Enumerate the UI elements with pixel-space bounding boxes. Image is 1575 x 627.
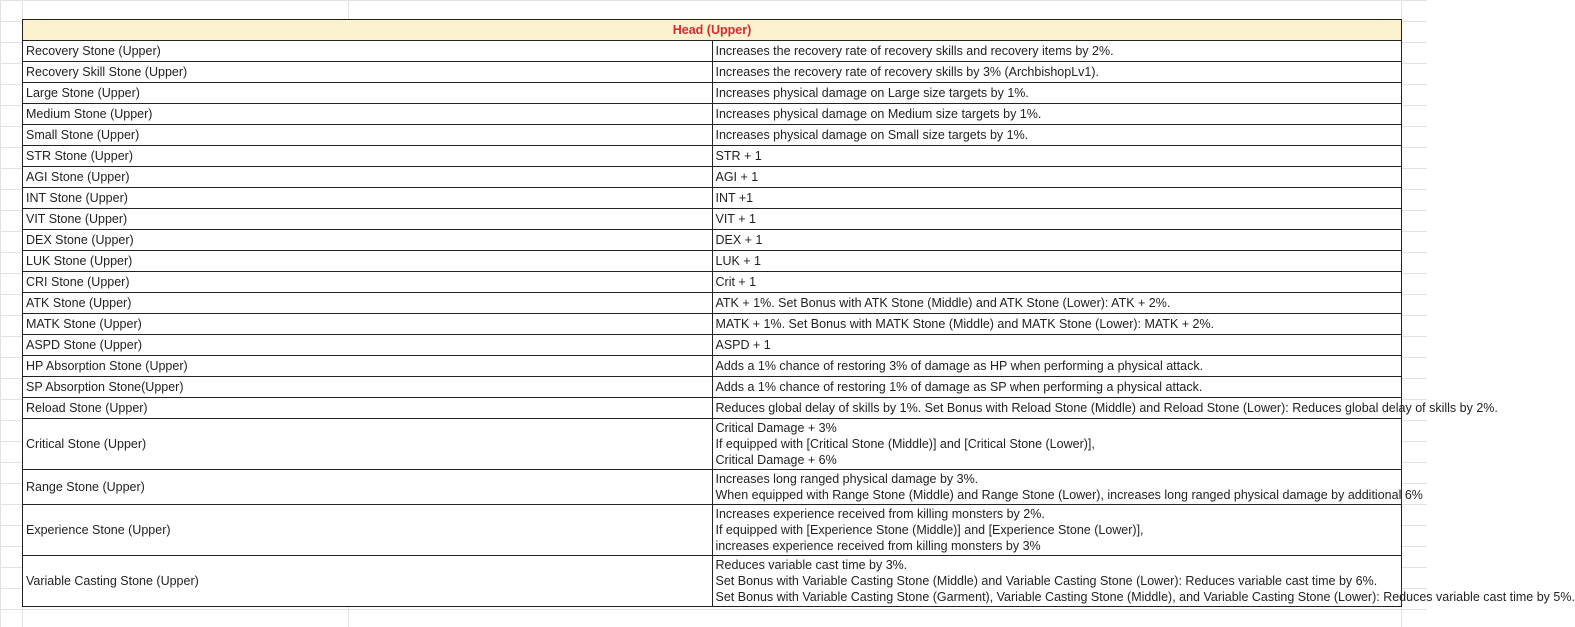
stone-name-cell[interactable]: DEX Stone (Upper) <box>23 230 713 251</box>
stone-effect-cell[interactable] <box>712 209 1402 230</box>
stone-name-cell[interactable]: HP Absorption Stone (Upper) <box>23 356 713 377</box>
stone-effect-cell[interactable] <box>712 419 1402 470</box>
stone-name-cell[interactable]: Experience Stone (Upper) <box>23 505 713 556</box>
stone-name-cell[interactable]: ASPD Stone (Upper) <box>23 335 713 356</box>
effect-line: INT +1 <box>715 191 754 205</box>
stone-effect-cell[interactable] <box>712 293 1402 314</box>
stone-name-cell[interactable]: ATK Stone (Upper) <box>23 293 713 314</box>
stone-effect-cell[interactable] <box>712 230 1402 251</box>
effect-line: Adds a 1% chance of restoring 1% of damage as SP when performing a physical attack. <box>715 380 1203 394</box>
effect-line: If equipped with [Experience Stone (Middle)] and [Experience Stone (Lower)], <box>715 523 1144 537</box>
effect-line: Increases physical damage on Large size targets by 1%. <box>715 86 1029 100</box>
effect-line: Reduces variable cast time by 3%. <box>715 558 908 572</box>
effect-line: Adds a 1% chance of restoring 3% of damage as HP when performing a physical attack. <box>715 359 1204 373</box>
table-row <box>23 470 1402 505</box>
table-row <box>23 314 1402 335</box>
stone-name-cell[interactable]: INT Stone (Upper) <box>23 188 713 209</box>
effect-line: Increases the recovery rate of recovery skills by 3% (ArchbishopLv1). <box>715 65 1099 79</box>
stone-effect-cell[interactable] <box>712 272 1402 293</box>
stone-name-cell[interactable]: Critical Stone (Upper) <box>23 419 713 470</box>
effect-line: STR + 1 <box>715 149 762 163</box>
effect-line: Increases experience received from killing monsters by 2%. <box>715 507 1045 521</box>
stone-effect-cell[interactable] <box>712 188 1402 209</box>
stone-effect-cell[interactable] <box>712 125 1402 146</box>
effect-line: increases experience received from killing monsters by 3% <box>715 539 1041 553</box>
stone-name-cell[interactable]: Large Stone (Upper) <box>23 83 713 104</box>
stone-name-cell[interactable]: CRI Stone (Upper) <box>23 272 713 293</box>
stone-effect-cell[interactable] <box>712 314 1402 335</box>
effect-line: Set Bonus with Variable Casting Stone (Middle) and Variable Casting Stone (Lower): Reduces variable cast time by 6%. <box>715 574 1378 588</box>
effect-line: VIT + 1 <box>715 212 756 226</box>
stone-effect-cell[interactable] <box>712 377 1402 398</box>
effect-line: AGI + 1 <box>715 170 759 184</box>
table-row <box>23 251 1402 272</box>
effect-line: ATK + 1%. Set Bonus with ATK Stone (Middle) and ATK Stone (Lower): ATK + 2%. <box>715 296 1171 310</box>
stone-effect-cell[interactable] <box>712 146 1402 167</box>
table-row <box>23 104 1402 125</box>
stone-name-cell[interactable]: MATK Stone (Upper) <box>23 314 713 335</box>
stone-effect-cell[interactable] <box>712 470 1423 505</box>
effect-line: DEX + 1 <box>715 233 763 247</box>
effect-line: Crit + 1 <box>715 275 757 289</box>
effect-line: Reduces global delay of skills by 1%. Set Bonus with Reload Stone (Middle) and Reload Stone (Lower): Reduces global delay of skills by 2%. <box>715 401 1498 415</box>
table-row <box>23 505 1402 556</box>
effect-line: Increases the recovery rate of recovery skills and recovery items by 2%. <box>715 44 1114 58</box>
stone-effect-cell[interactable] <box>712 556 1575 607</box>
effect-line: ASPD + 1 <box>715 338 771 352</box>
table-row <box>23 146 1402 167</box>
stone-name-cell[interactable]: SP Absorption Stone(Upper) <box>23 377 713 398</box>
table-row <box>23 62 1402 83</box>
stone-effect-cell[interactable] <box>712 335 1402 356</box>
stone-effect-cell[interactable] <box>712 104 1402 125</box>
stone-effect-cell[interactable] <box>712 398 1498 419</box>
stone-effect-cell[interactable] <box>712 62 1402 83</box>
effect-line: Increases physical damage on Small size targets by 1%. <box>715 128 1029 142</box>
stone-name-cell[interactable]: Medium Stone (Upper) <box>23 104 713 125</box>
table-row <box>23 293 1402 314</box>
stone-name-cell[interactable]: Small Stone (Upper) <box>23 125 713 146</box>
table-row <box>23 167 1402 188</box>
table-row <box>23 419 1402 470</box>
table-header-cell[interactable]: Head (Upper) <box>23 20 1402 41</box>
stone-effect-cell[interactable] <box>712 251 1402 272</box>
stone-name-cell[interactable]: Recovery Stone (Upper) <box>23 41 713 62</box>
table-row <box>23 272 1402 293</box>
stone-effect-cell[interactable] <box>712 83 1402 104</box>
effect-line: Set Bonus with Variable Casting Stone (Garment), Variable Casting Stone (Middle), and Variable Casting Stone (Lower): Reduces variable cast time by 5%. <box>715 590 1575 604</box>
stone-name-cell[interactable]: VIT Stone (Upper) <box>23 209 713 230</box>
effect-line: If equipped with [Critical Stone (Middle)] and [Critical Stone (Lower)], <box>715 437 1095 451</box>
stone-effects-table <box>22 19 1575 607</box>
table-row <box>23 230 1402 251</box>
effect-line: When equipped with Range Stone (Middle) and Range Stone (Lower), increases long ranged physical damage by additional 6% <box>715 488 1423 502</box>
stone-name-cell[interactable]: Variable Casting Stone (Upper) <box>23 556 713 607</box>
effect-line: Critical Damage + 3% <box>715 421 837 435</box>
table-row <box>23 83 1402 104</box>
effect-line: Critical Damage + 6% <box>715 453 837 467</box>
table-row <box>23 41 1402 62</box>
table-row <box>23 335 1402 356</box>
effect-line: Increases physical damage on Medium size targets by 1%. <box>715 107 1042 121</box>
stone-effect-cell[interactable] <box>712 167 1402 188</box>
effect-line: MATK + 1%. Set Bonus with MATK Stone (Middle) and MATK Stone (Lower): MATK + 2%. <box>715 317 1215 331</box>
stone-name-cell[interactable]: Recovery Skill Stone (Upper) <box>23 62 713 83</box>
stone-name-cell[interactable]: Reload Stone (Upper) <box>23 398 713 419</box>
stone-name-cell[interactable]: AGI Stone (Upper) <box>23 167 713 188</box>
stone-effect-cell[interactable] <box>712 356 1402 377</box>
table-row <box>23 188 1402 209</box>
stone-name-cell[interactable]: Range Stone (Upper) <box>23 470 713 505</box>
stone-name-cell[interactable]: LUK Stone (Upper) <box>23 251 713 272</box>
table-row <box>23 356 1402 377</box>
table-row <box>23 398 1402 419</box>
effect-line: LUK + 1 <box>715 254 762 268</box>
table-row <box>23 556 1402 607</box>
stone-name-cell[interactable]: STR Stone (Upper) <box>23 146 713 167</box>
header-row <box>23 20 1402 41</box>
table-row <box>23 377 1402 398</box>
table-row <box>23 125 1402 146</box>
effect-line: Increases long ranged physical damage by 3%. <box>715 472 979 486</box>
stone-effect-cell[interactable] <box>712 505 1402 556</box>
table-row <box>23 209 1402 230</box>
stone-effect-cell[interactable] <box>712 41 1402 62</box>
